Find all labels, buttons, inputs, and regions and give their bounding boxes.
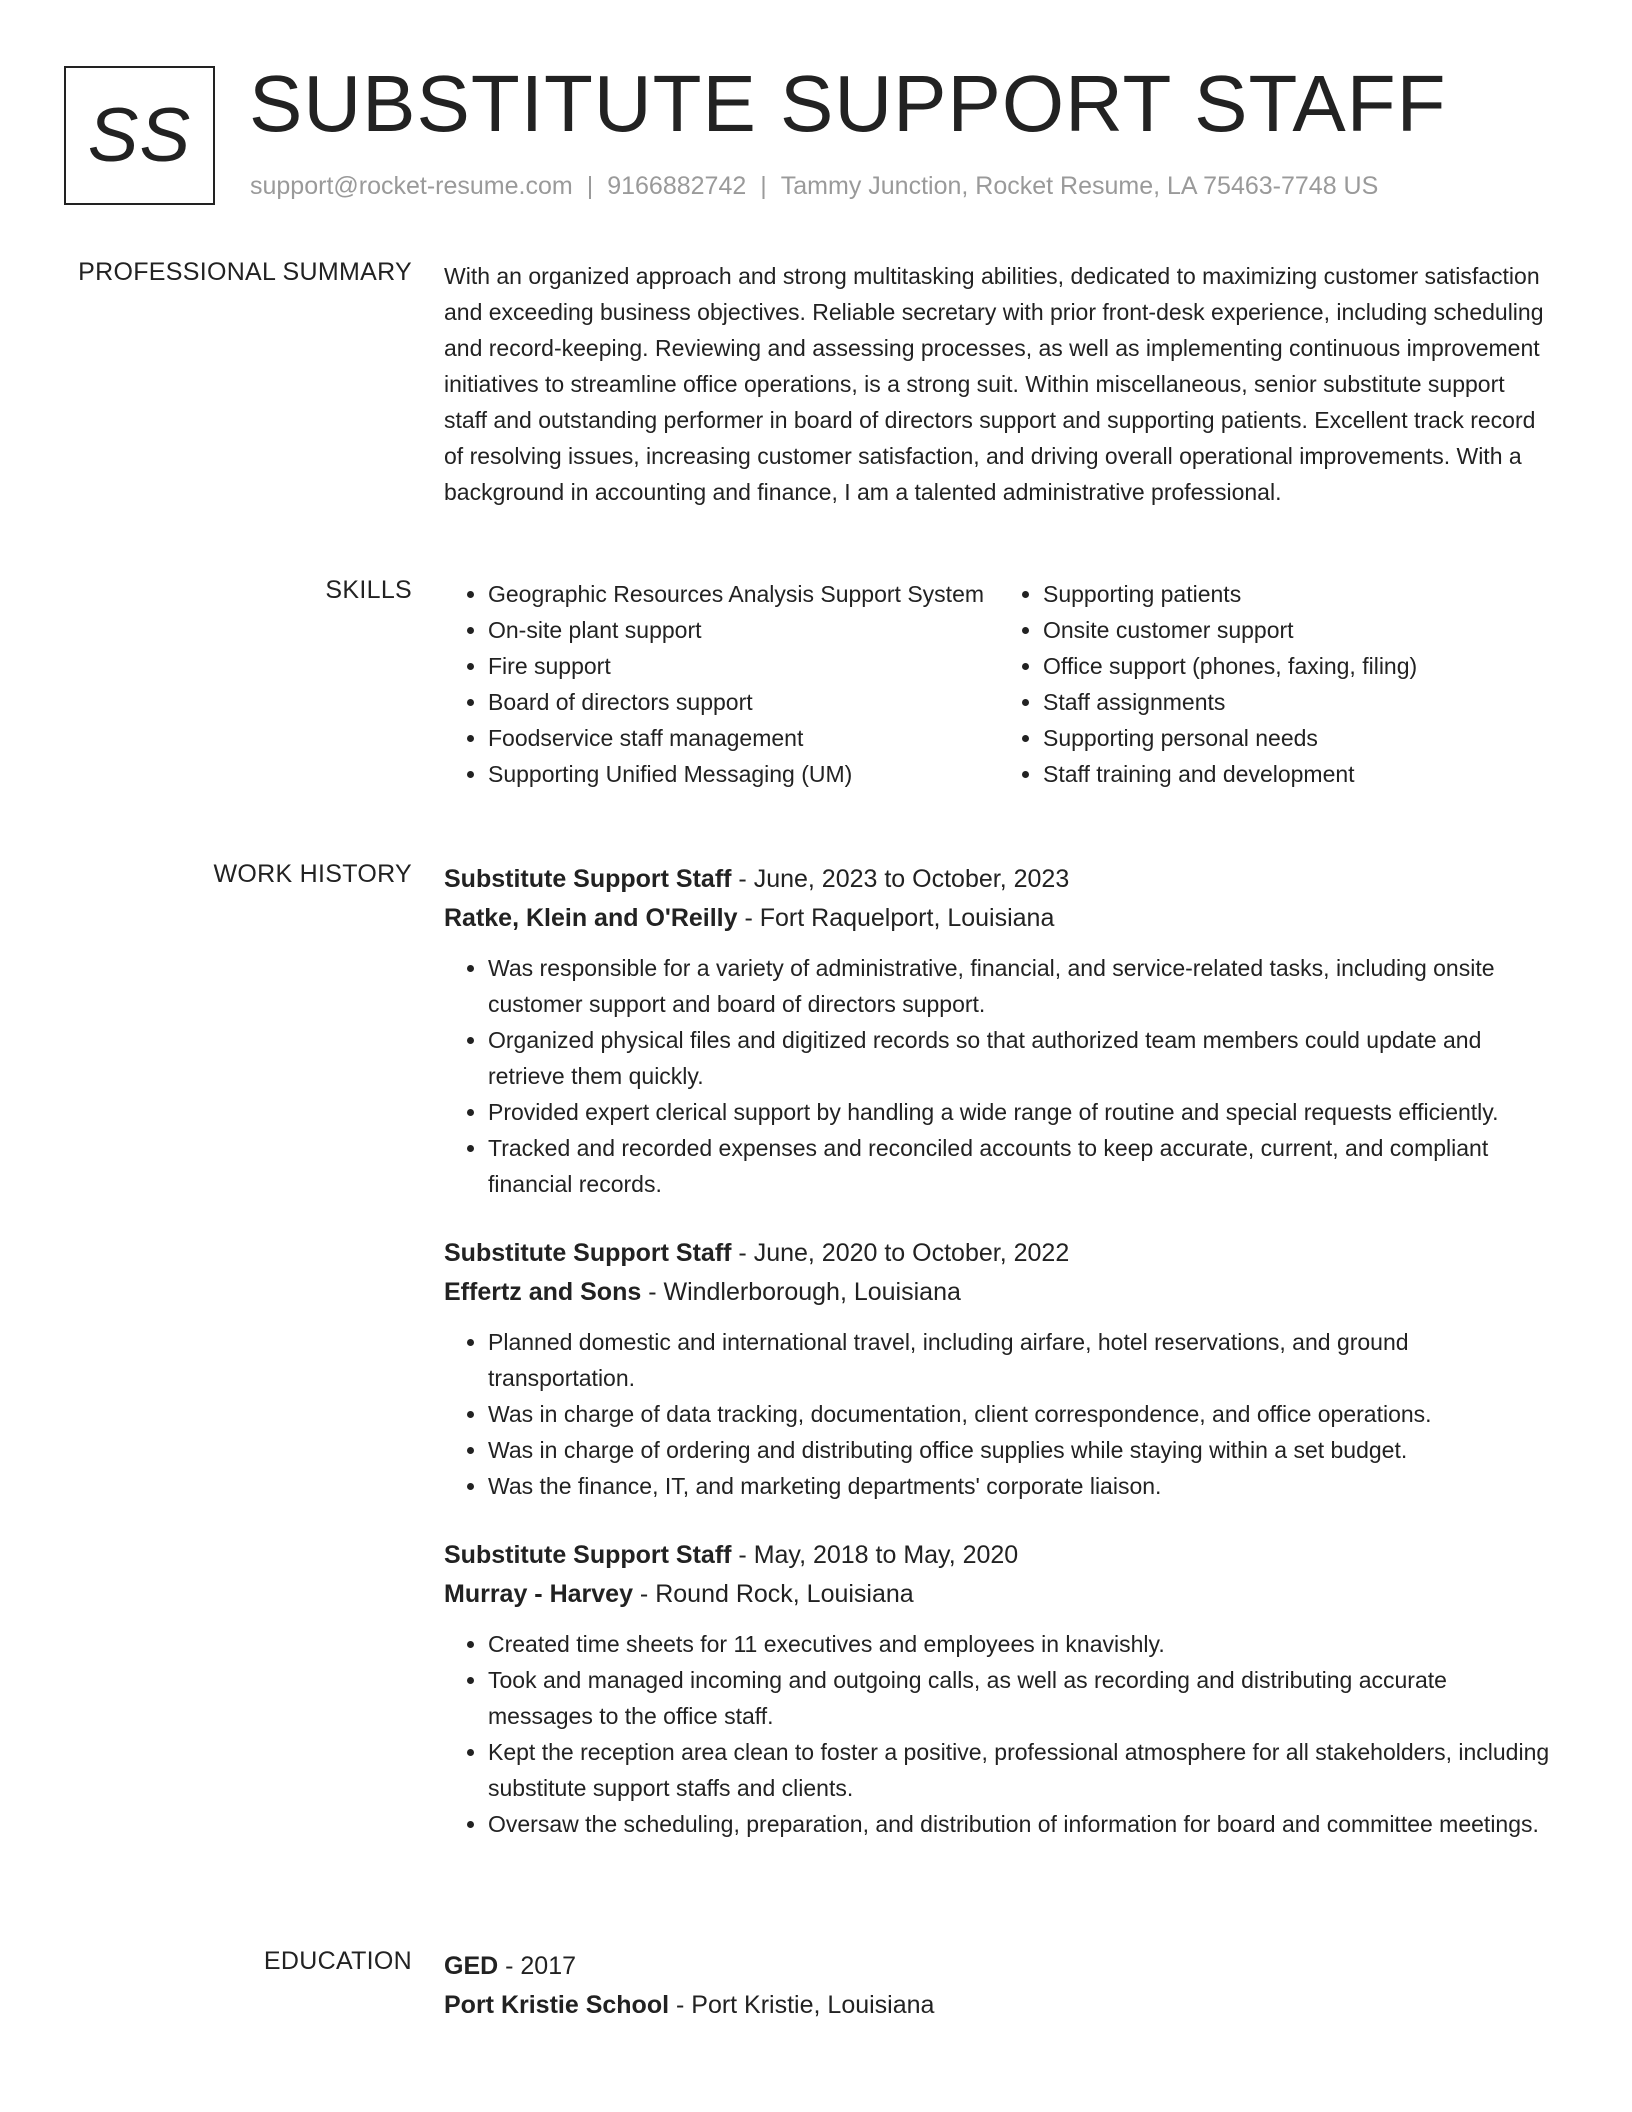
job-bullet: • Oversaw the scheduling, preparation, and distribution of information for board and committee meetings. [488, 1806, 1554, 1842]
job-bullet: • Was the finance, IT, and marketing departments' corporate liaison. [488, 1468, 1554, 1504]
job-bullet: • Provided expert clerical support by handling a wide range of routine and special requests efficiently. [488, 1094, 1554, 1130]
skill-item: • Geographic Resources Analysis Support System [488, 576, 999, 612]
job-title-line [444, 860, 1554, 899]
job-title: Substitute Support Staff [444, 1239, 732, 1267]
summary-text: With an organized approach and strong multitasking abilities, dedicated to maximizing customer satisfaction and exceeding business objectives. Reliable secretary with prior front-desk experience, including scheduling and record-keeping. Reviewing and assessing processes, as well as implementing continuous improvement initiatives to streamline office operations, is a strong suit. Within miscellaneous, senior substitute support staff and outstanding performer in board of directors support and supporting patients. Excellent track record of resolving issues, increasing customer satisfaction, and driving overall operational improvements. With a background in accounting and finance, I am a talented administrative professional. [444, 263, 1544, 505]
job-entry [444, 1234, 1554, 1504]
job-location: - Fort Raquelport, Louisiana [737, 904, 1055, 932]
skill-item: • Onsite customer support [1043, 612, 1554, 648]
contact-address: Tammy Junction, Rocket Resume, LA 75463-7748 US [780, 172, 1379, 200]
job-dates: - June, 2020 to October, 2022 [731, 1239, 1070, 1267]
skills-body [444, 576, 1554, 792]
section-heading-skills: SKILLS [325, 576, 412, 604]
job-dates: - May, 2018 to May, 2020 [731, 1541, 1019, 1569]
job-entry [444, 860, 1554, 1202]
job-company-line [444, 1273, 1554, 1312]
skill-item: • Supporting personal needs [1043, 720, 1554, 756]
job-company: Murray - Harvey [444, 1580, 633, 1608]
job-bullet: • Organized physical files and digitized records so that authorized team members could update and retrieve them quickly. [488, 1022, 1554, 1094]
job-bullets [444, 1626, 1554, 1842]
education-body [444, 1947, 1554, 2025]
education-degree: GED [444, 1952, 499, 1980]
job-bullet: • Was in charge of ordering and distributing office supplies while staying within a set budget. [488, 1432, 1554, 1468]
job-company: Ratke, Klein and O'Reilly [444, 904, 738, 932]
skills-list-left [444, 576, 999, 792]
skill-item: • Board of directors support [488, 684, 999, 720]
education-location: - Port Kristie, Louisiana [669, 1991, 935, 2019]
job-company-line [444, 899, 1554, 938]
job-company: Effertz and Sons [444, 1278, 642, 1306]
job-bullets [444, 1324, 1554, 1504]
job-bullet: • Planned domestic and international travel, including airfare, hotel reservations, and ground transportation. [488, 1324, 1554, 1396]
summary-body [444, 258, 1554, 510]
job-bullet: • Was responsible for a variety of administrative, financial, and service-related tasks, including onsite customer support and board of directors support. [488, 950, 1554, 1022]
education-school: Port Kristie School [444, 1991, 670, 2019]
section-heading-education: EDUCATION [263, 1947, 412, 1975]
job-bullet: • Kept the reception area clean to foster a positive, professional atmosphere for all stakeholders, including substitute support staffs and clients. [488, 1734, 1554, 1806]
job-bullet: • Created time sheets for 11 executives and employees in knavishly. [488, 1626, 1554, 1662]
skills-list-right [999, 576, 1554, 792]
contact-line [250, 172, 1378, 201]
job-title: Substitute Support Staff [444, 865, 732, 893]
job-bullet: • Was in charge of data tracking, documentation, client correspondence, and office operations. [488, 1396, 1554, 1432]
contact-email: support@rocket-resume.com [250, 172, 573, 200]
job-bullet: • Tracked and recorded expenses and reconciled accounts to keep accurate, current, and compliant financial records. [488, 1130, 1554, 1202]
contact-phone: 9166882742 [607, 172, 747, 200]
education-school-line [444, 1986, 1554, 2025]
job-bullets [444, 950, 1554, 1202]
education-year: - 2017 [498, 1952, 577, 1980]
job-dates: - June, 2023 to October, 2023 [731, 865, 1070, 893]
skill-item: • Supporting patients [1043, 576, 1554, 612]
job-title: Substitute Support Staff [444, 1541, 732, 1569]
contact-separator: | [760, 172, 767, 200]
job-location: - Round Rock, Louisiana [632, 1580, 914, 1608]
skill-item: • Foodservice staff management [488, 720, 999, 756]
work-body [444, 860, 1554, 1842]
skill-item: • Staff training and development [1043, 756, 1554, 792]
job-entry [444, 1536, 1554, 1842]
job-title-line [444, 1536, 1554, 1575]
monogram-text: SS [87, 93, 192, 178]
education-degree-line [444, 1947, 1554, 1986]
skill-item: • Supporting Unified Messaging (UM) [488, 756, 999, 792]
skill-item: • Office support (phones, faxing, filing) [1043, 648, 1554, 684]
candidate-name: SUBSTITUTE SUPPORT STAFF [249, 59, 1447, 148]
job-title-line [444, 1234, 1554, 1273]
skills-columns [444, 576, 1554, 792]
skill-item: • Staff assignments [1043, 684, 1554, 720]
monogram-badge [64, 66, 215, 205]
contact-separator: | [586, 172, 594, 200]
section-heading-work: WORK HISTORY [213, 860, 412, 888]
skill-item: • Fire support [488, 648, 999, 684]
job-bullet: • Took and managed incoming and outgoing calls, as well as recording and distributing accurate messages to the office staff. [488, 1662, 1554, 1734]
job-location: - Windlerborough, Louisiana [641, 1278, 961, 1306]
section-heading-summary: PROFESSIONAL SUMMARY [78, 258, 412, 286]
job-company-line [444, 1575, 1554, 1614]
skill-item: • On-site plant support [488, 612, 999, 648]
